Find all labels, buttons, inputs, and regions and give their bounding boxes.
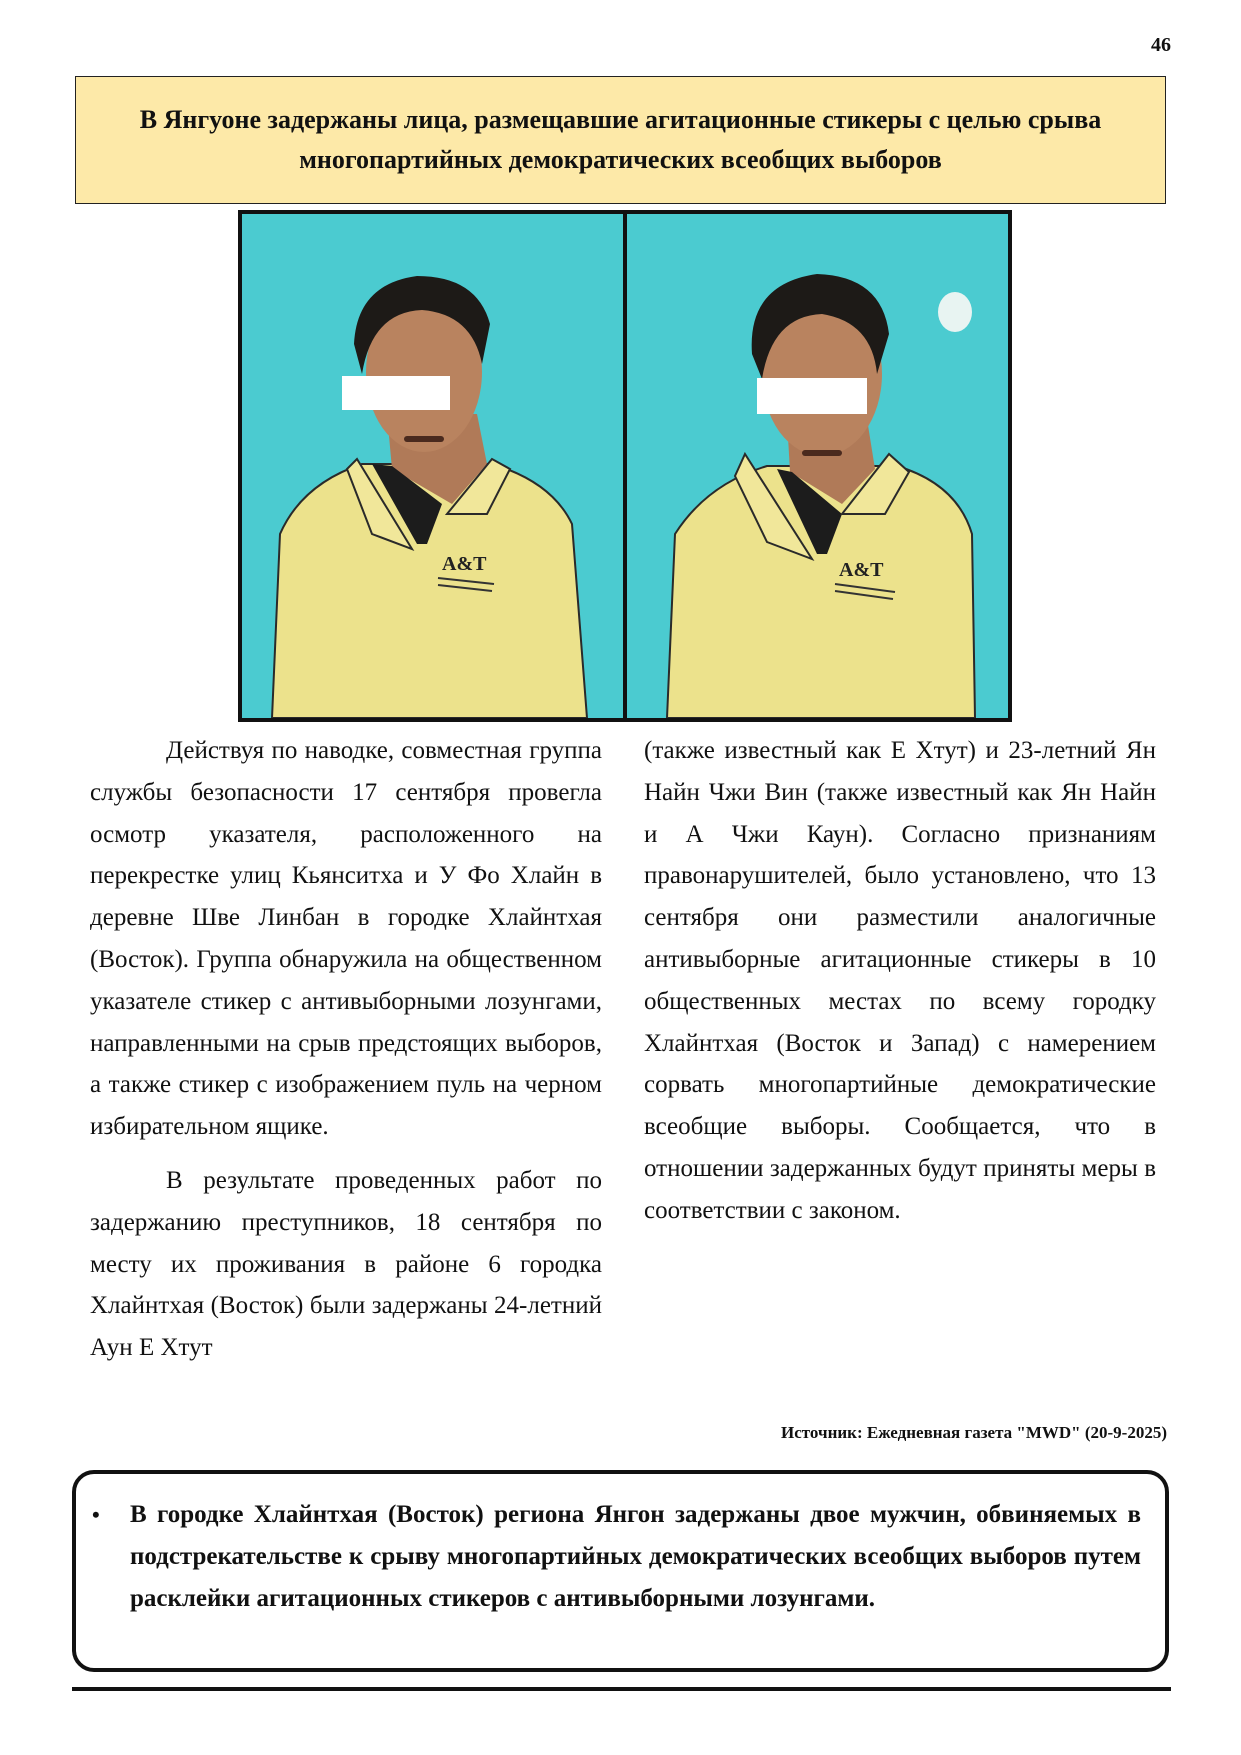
bottom-divider: [72, 1687, 1171, 1691]
source-citation: Источник: Ежедневная газета "MWD" (20-9-2025): [781, 1423, 1167, 1442]
article-paragraph-1: Действуя по наводке, совместная группа службы безопасности 17 сентября провегла осмотр указателя, расположенного на перекрестке улиц Кьянситха и У Фо Хлайн в деревне Шве Линбан в городке Хлайнтхая (Восток). Группа обнаружила на общественном указателе стикер с антивыборными лозунгами, направленными на срыв предстоящих выборов, а также стикер с изображением пуль на черном избирательном ящике.: [90, 737, 602, 1141]
page-number: 46: [1151, 34, 1171, 56]
shirt-logo: A&T: [839, 559, 884, 581]
article-column-left: [90, 730, 602, 1369]
headline: В Янгуоне задержаны лица, размещавшие агитационные стикеры с целью срыва многопартийных демократических всеобщих выборов: [139, 105, 1102, 174]
summary-text: В городке Хлайнтхая (Восток) региона Янгон задержаны двое мужчин, обвиняемых в подстрекательстве к срыву многопартийных демократических всеобщих выборов путем расклейки агитационных стикеров с антивыборными лозунгами.: [130, 1501, 1141, 1612]
article-paragraph-3: (также известный как Е Хтут) и 23-летний Ян Найн Чжи Вин (также известный как Ян Найн и А Чжи Каун). Согласно признаниям правонарушителей, было установлено, что 13 сентября они разместили аналогичные антивыборные агитационные стикеры в 10 общественных местах по всему городку Хлайнтхая (Восток и Запад) с намерением сорвать многопартийные демократические всеобщие выборы. Сообщается, что в отношении задержанных будут приняты меры в соответствии с законом.: [644, 737, 1156, 1224]
photo-detainee-1: [242, 214, 623, 718]
shirt-logo: A&T: [442, 553, 487, 575]
photo-detainee-2: [627, 214, 1008, 718]
summary-item: [92, 1494, 1141, 1620]
headline-box: [75, 76, 1166, 204]
summary-box: [72, 1470, 1169, 1672]
photo-detainee-1-image: [242, 214, 623, 718]
article-paragraph-2: В результате проведенных работ по задержанию преступников, 18 сентября по месту их проживания в районе 6 городка Хлайнтхая (Восток) были задержаны 24-летний Аун Е Хтут: [90, 1166, 602, 1362]
photo-detainee-2-image: [627, 214, 1008, 718]
article-column-right: [644, 730, 1156, 1232]
photo-panel: [238, 210, 1012, 722]
bullet-icon: •: [92, 1502, 100, 1527]
summary-list: [92, 1494, 1141, 1620]
